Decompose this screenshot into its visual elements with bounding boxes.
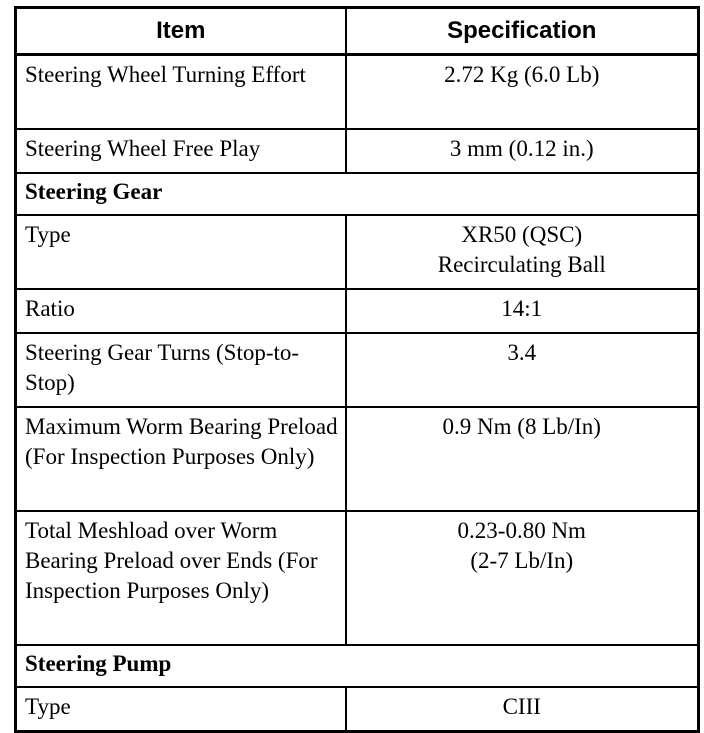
table-header-row bbox=[16, 8, 699, 55]
table-row bbox=[16, 289, 699, 333]
specification-cell: 0.9 Nm (8 Lb/In) bbox=[346, 407, 699, 511]
item-cell: Steering Wheel Free Play bbox=[16, 129, 346, 173]
specification-line: 0.23-0.80 Nm bbox=[457, 518, 586, 543]
table-row bbox=[16, 215, 699, 289]
specification-cell: CIII bbox=[346, 687, 699, 732]
table-row bbox=[16, 333, 699, 407]
specification-line: XR50 (QSC) bbox=[461, 222, 583, 247]
section-heading: Steering Pump bbox=[16, 645, 699, 687]
specification-table bbox=[14, 6, 700, 733]
specification-cell: 3.4 bbox=[346, 333, 699, 407]
specification-line: (2-7 Lb/In) bbox=[470, 548, 574, 573]
column-header-specification: Specification bbox=[346, 8, 699, 55]
item-cell: Maximum Worm Bearing Preload (For Inspection Purposes Only) bbox=[16, 407, 346, 511]
table-row bbox=[16, 407, 699, 511]
table-row bbox=[16, 129, 699, 173]
item-cell: Ratio bbox=[16, 289, 346, 333]
section-row bbox=[16, 173, 699, 215]
item-cell: Steering Gear Turns (Stop-to-Stop) bbox=[16, 333, 346, 407]
item-cell: Steering Wheel Turning Effort bbox=[16, 55, 346, 130]
item-cell: Type bbox=[16, 215, 346, 289]
specification-line: Recirculating Ball bbox=[437, 252, 606, 277]
column-header-item: Item bbox=[16, 8, 346, 55]
table-row bbox=[16, 687, 699, 732]
item-cell: Total Meshload over Worm Bearing Preload over Ends (For Inspection Purposes Only) bbox=[16, 511, 346, 645]
table-row bbox=[16, 55, 699, 130]
specification-cell: 14:1 bbox=[346, 289, 699, 333]
section-heading: Steering Gear bbox=[16, 173, 699, 215]
table-row bbox=[16, 511, 699, 645]
item-cell: Type bbox=[16, 687, 346, 732]
specification-cell bbox=[346, 511, 699, 645]
section-row bbox=[16, 645, 699, 687]
specification-cell: 2.72 Kg (6.0 Lb) bbox=[346, 55, 699, 130]
specification-cell: 3 mm (0.12 in.) bbox=[346, 129, 699, 173]
specification-cell bbox=[346, 215, 699, 289]
